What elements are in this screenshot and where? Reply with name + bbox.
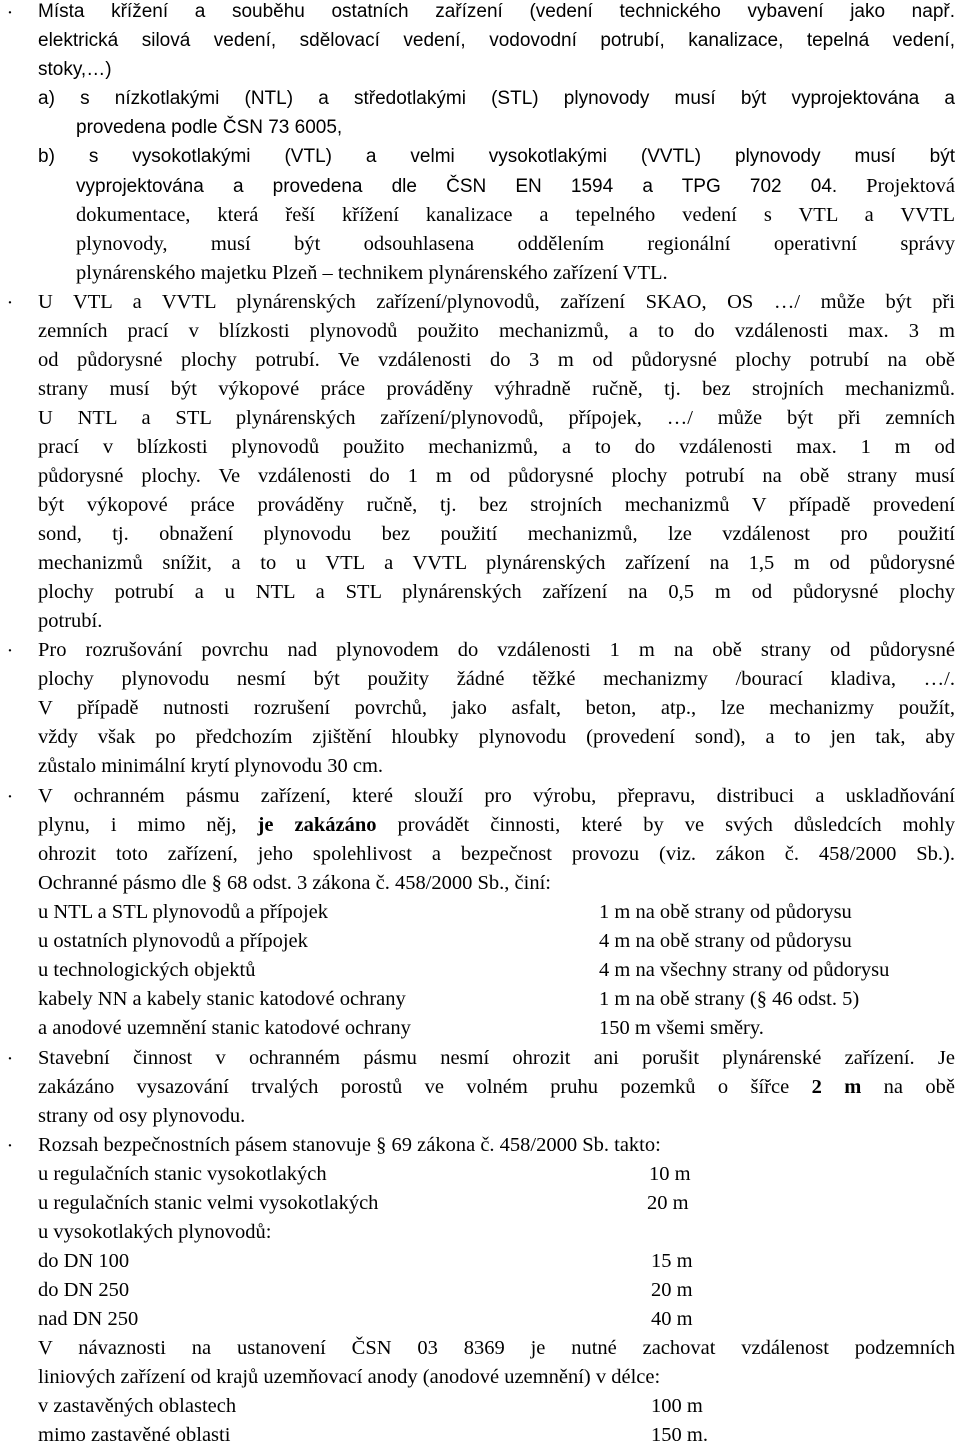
paragraph-line: V návaznosti na ustanovení ČSN 03 8369 je nutné zachovat vzdálenost podzemních <box>38 1337 955 1359</box>
paragraph-line: U VTL a VVTL plynárenských zařízení/plynovodů, zařízení SKAO, OS …/ může být při <box>38 291 955 313</box>
bullet-marker: · <box>6 1048 14 1070</box>
list-item-b-cont: plynovody, musí být odsouhlasena oddělením regionální operativní správy <box>76 233 955 255</box>
paragraph-line: vždy však po předchozím zjištění hloubky plynovodu (provedení sond), a to jen tak, aby <box>38 726 955 748</box>
safety-label: u regulačních stanic vysokotlakých <box>38 1163 327 1185</box>
safety-value: 15 m <box>651 1250 693 1272</box>
list-item-b-cont: vyprojektována a provedena dle ČSN EN 1594 a TPG 702 04. Projektová <box>76 175 955 197</box>
paragraph-line: Místa křížení a souběhu ostatních zařízení (vedení technického vybavení jako např. <box>38 1 955 22</box>
list-item-a: a) s nízkotlakými (NTL) a středotlakými (STL) plynovody musí být vyprojektována a <box>38 88 955 109</box>
paragraph-line: Rozsah bezpečnostních pásem stanovuje § 69 zákona č. 458/2000 Sb. takto: <box>38 1134 661 1156</box>
paragraph-line: plochy potrubí a u NTL a STL plynárenských zařízení na 0,5 m od půdorysné plochy <box>38 581 955 603</box>
paragraph-line: půdorysné plochy. Ve vzdálenosti do 1 m od půdorysné plochy potrubí na obě strany musí <box>38 465 955 487</box>
safety-value: 20 m <box>647 1192 689 1214</box>
safety-label: u regulačních stanic velmi vysokotlakých <box>38 1192 379 1214</box>
paragraph-line: liniových zařízení od krajů uzemňovací anody (anodové uzemnění) v délce: <box>38 1366 661 1388</box>
safety-label: nad DN 250 <box>38 1308 139 1330</box>
bullet-marker: · <box>6 2 14 24</box>
paragraph-line: Pro rozrušování povrchu nad plynovodem do vzdálenosti 1 m na obě strany od půdorysné <box>38 639 955 661</box>
list-item-b: b) s vysokotlakými (VTL) a velmi vysokotlakými (VVTL) plynovody musí být <box>38 146 955 167</box>
safety-value: 20 m <box>651 1279 693 1301</box>
bullet-marker: · <box>6 786 14 808</box>
paragraph-line: zakázáno vysazování trvalých porostů ve volném pruhu pozemků o šířce 2 m na obě <box>38 1076 956 1098</box>
paragraph-line: Ochranné pásmo dle § 68 odst. 3 zákona č. 458/2000 Sb., činí: <box>38 872 551 894</box>
anode-value: 100 m <box>651 1395 703 1417</box>
paragraph-line: V případě nutnosti rozrušení povrchů, jako asfalt, beton, atp., lze mechanizmy použít, <box>38 697 955 719</box>
bullet-marker: · <box>6 1135 14 1157</box>
zone-value: 4 m na obě strany od půdorysu <box>599 930 852 952</box>
safety-value: 40 m <box>651 1308 693 1330</box>
zone-label: kabely NN a kabely stanic katodové ochrany <box>38 988 406 1010</box>
paragraph-line: sond, tj. obnažení plynovodu bez použití mechanizmů, lze vzdálenost pro použití <box>38 523 955 545</box>
paragraph-line: mechanizmů snížit, a to u VTL a VVTL plynárenských zařízení na 1,5 m od půdorysné <box>38 552 955 574</box>
bullet-marker: · <box>6 640 14 662</box>
bullet-marker: · <box>6 292 14 314</box>
paragraph-line: strany musí být výkopové práce prováděny výhradně ručně, tj. bez strojních mechanizmů. <box>38 378 955 400</box>
paragraph-line: U NTL a STL plynárenských zařízení/plynovodů, přípojek, …/ může být při zemních <box>38 407 955 429</box>
anode-label: mimo zastavěné oblasti <box>38 1424 231 1446</box>
zone-label: a anodové uzemnění stanic katodové ochrany <box>38 1017 411 1039</box>
paragraph-line: elektrická silová vedení, sdělovací vedení, vodovodní potrubí, kanalizace, tepelná vedení, <box>38 30 955 51</box>
paragraph-line: plochy plynovodu nesmí být použity žádné těžké mechanizmy /bourací kladiva, …/. <box>38 668 955 690</box>
paragraph-line: od půdorysné plochy potrubí. Ve vzdálenosti do 3 m od půdorysné plochy potrubí na obě <box>38 349 955 371</box>
zone-label: u NTL a STL plynovodů a přípojek <box>38 901 328 923</box>
zone-value: 4 m na všechny strany od půdorysu <box>599 959 890 981</box>
zone-value: 1 m na obě strany (§ 46 odst. 5) <box>599 988 860 1010</box>
paragraph-line: stoky,…) <box>38 59 112 80</box>
safety-label: do DN 250 <box>38 1279 130 1301</box>
paragraph-line: ohrozit toto zařízení, jeho spolehlivost a bezpečnost provozu (viz. zákon č. 458/2000 Sb.). <box>38 843 955 865</box>
safety-value: 10 m <box>649 1163 691 1185</box>
paragraph-line: být výkopové práce prováděny ručně, tj. bez strojních mechanizmů V případě provedení <box>38 494 955 516</box>
paragraph-line: zemních prací v blízkosti plynovodů použito mechanizmů, a to do vzdálenosti max. 3 m <box>38 320 955 342</box>
anode-label: v zastavěných oblastech <box>38 1395 237 1417</box>
zone-value: 150 m všemi směry. <box>599 1017 764 1039</box>
list-item-b-cont: dokumentace, která řeší křížení kanalizace a tepelného vedení s VTL a VVTL <box>76 204 955 226</box>
emphasis-text: je zakázáno <box>257 814 377 836</box>
anode-value: 150 m. <box>651 1424 708 1446</box>
paragraph-line: V ochranném pásmu zařízení, které slouží pro výrobu, přepravu, distribuci a uskladňování <box>38 785 955 807</box>
paragraph-line: prací v blízkosti plynovodů použito mechanizmů, a to do vzdálenosti max. 1 m od <box>38 436 955 458</box>
paragraph-line: plynu, i mimo něj, je zakázáno provádět činnosti, které by ve svých důsledcích mohly <box>38 814 955 836</box>
zone-value: 1 m na obě strany od půdorysu <box>599 901 852 923</box>
paragraph-line: Stavební činnost v ochranném pásmu nesmí ohrozit ani porušit plynárenské zařízení. Je <box>38 1047 955 1069</box>
zone-label: u technologických objektů <box>38 959 256 981</box>
list-item-a-cont: provedena podle ČSN 73 6005, <box>76 117 343 138</box>
list-item-b-cont: plynárenského majetku Plzeň – technikem plynárenského zařízení VTL. <box>76 262 668 284</box>
safety-label: u vysokotlakých plynovodů: <box>38 1221 272 1243</box>
emphasis-text: 2 m <box>811 1076 862 1098</box>
zone-label: u ostatních plynovodů a přípojek <box>38 930 308 952</box>
paragraph-line: potrubí. <box>38 610 103 632</box>
safety-label: do DN 100 <box>38 1250 130 1272</box>
paragraph-line: strany od osy plynovodu. <box>38 1105 246 1127</box>
paragraph-line: zůstalo minimální krytí plynovodu 30 cm. <box>38 755 384 777</box>
